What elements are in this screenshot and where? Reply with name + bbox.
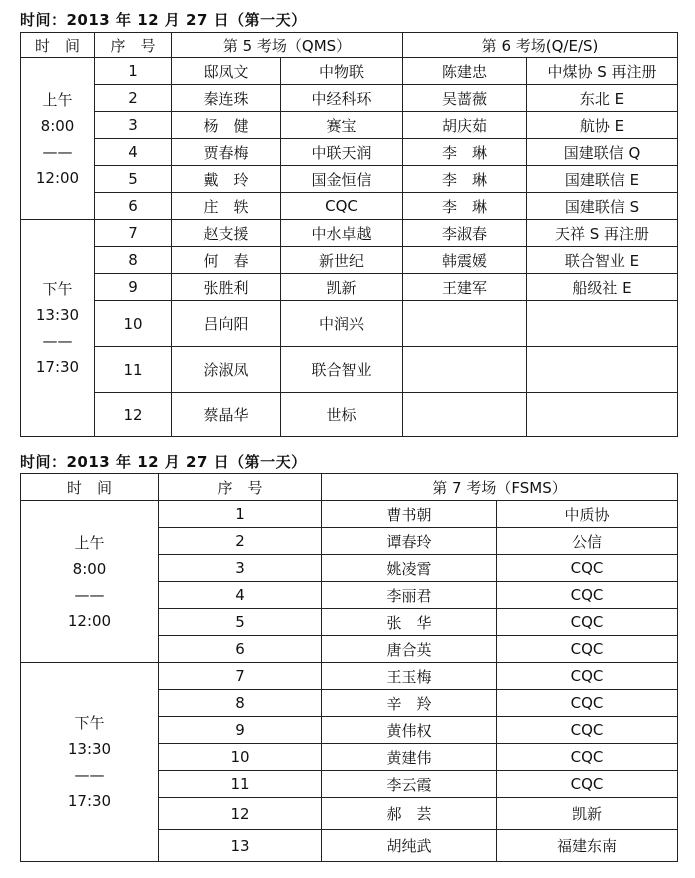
table-cell: 中煤协 S 再注册	[527, 58, 678, 85]
table-cell: CQC	[497, 690, 678, 717]
table-cell: 秦连珠	[172, 85, 281, 112]
exam-table-rooms-5-6	[20, 32, 678, 437]
time-slot-line: 13:30	[35, 306, 80, 324]
table-row	[21, 166, 678, 193]
table-cell: 赛宝	[281, 112, 403, 139]
time-slot-line: ——	[74, 766, 105, 784]
time-slot-line: 17:30	[67, 792, 112, 810]
table-cell: 贾春梅	[172, 139, 281, 166]
table-row	[21, 193, 678, 220]
table-cell: 4	[95, 139, 172, 166]
table-cell: 8	[159, 690, 322, 717]
header-room-5: 第 5 考场（QMS）	[172, 33, 403, 58]
table-cell: CQC	[497, 609, 678, 636]
header-room-7: 第 7 考场（FSMS）	[322, 474, 678, 501]
table-cell: 李淑春	[403, 220, 527, 247]
table-cell: 赵支援	[172, 220, 281, 247]
table-cell: 凯新	[281, 274, 403, 301]
table-cell	[527, 301, 678, 347]
morning-slot	[21, 58, 95, 220]
table-cell: 1	[95, 58, 172, 85]
afternoon-slot	[21, 220, 95, 437]
time-slot-line: 8:00	[72, 559, 107, 578]
table-cell: 东北 E	[527, 85, 678, 112]
table-cell: 涂淑凤	[172, 347, 281, 393]
table-row	[21, 393, 678, 437]
table-cell: 陈建忠	[403, 58, 527, 85]
table-cell: 唐合英	[322, 636, 497, 663]
table-row	[21, 501, 678, 528]
table-row	[21, 347, 678, 393]
table-cell: 辛 羚	[322, 690, 497, 717]
table-cell: 国建联信 S	[527, 193, 678, 220]
exam-table-room-7	[20, 473, 678, 862]
table-cell: 胡纯武	[322, 830, 497, 862]
table-row	[21, 663, 678, 690]
afternoon-slot	[21, 663, 159, 862]
table-cell: 国建联信 E	[527, 166, 678, 193]
table-cell: 10	[159, 744, 322, 771]
table-cell: 凯新	[497, 798, 678, 830]
table-cell: 11	[159, 771, 322, 798]
table-cell: 邸凤文	[172, 58, 281, 85]
table-cell: 蔡晶华	[172, 393, 281, 437]
table-row	[21, 85, 678, 112]
table-cell: 8	[95, 247, 172, 274]
table-cell: 吴蔷薇	[403, 85, 527, 112]
table-cell: 2	[159, 528, 322, 555]
schedule-title-1: 时间：2013 年 12 月 27 日（第一天）	[20, 11, 307, 29]
table-row	[21, 274, 678, 301]
header-seq: 序 号	[95, 33, 172, 58]
table-cell: 中质协	[497, 501, 678, 528]
time-slot-line: 上午	[42, 90, 73, 109]
table-cell: 韩震媛	[403, 247, 527, 274]
schedule-title-2: 时间：2013 年 12 月 27 日（第一天）	[20, 453, 307, 471]
table-cell: 天祥 S 再注册	[527, 220, 678, 247]
header-time: 时 间	[21, 474, 159, 501]
table-row	[21, 58, 678, 85]
table-cell: 李丽君	[322, 582, 497, 609]
table-cell: 王建军	[403, 274, 527, 301]
table-cell: 李 琳	[403, 139, 527, 166]
table-cell: 李 琳	[403, 193, 527, 220]
table-cell: 王玉梅	[322, 663, 497, 690]
table-cell: 联合智业 E	[527, 247, 678, 274]
table-cell: CQC	[497, 663, 678, 690]
table-cell: 3	[95, 112, 172, 139]
table-cell: 戴 玲	[172, 166, 281, 193]
table-cell: 中物联	[281, 58, 403, 85]
table-cell: CQC	[497, 771, 678, 798]
table-cell: 中经科环	[281, 85, 403, 112]
table-cell: 黄伟权	[322, 717, 497, 744]
table-cell: CQC	[497, 555, 678, 582]
table-cell: 何 春	[172, 247, 281, 274]
table-cell: 姚凌霄	[322, 555, 497, 582]
time-slot-line: ——	[74, 585, 105, 604]
table-cell: 谭春玲	[322, 528, 497, 555]
table-cell: 10	[95, 301, 172, 347]
header-seq: 序 号	[159, 474, 322, 501]
table-header-row	[21, 474, 678, 501]
table-cell: 张 华	[322, 609, 497, 636]
table-cell: 张胜利	[172, 274, 281, 301]
time-slot-line: 13:30	[67, 740, 112, 758]
table-cell: 联合智业	[281, 347, 403, 393]
table-cell	[527, 347, 678, 393]
time-slot-line: 12:00	[35, 168, 80, 187]
header-room-6: 第 6 考场(Q/E/S)	[403, 33, 678, 58]
table-header-row	[21, 33, 678, 58]
table-cell: 9	[159, 717, 322, 744]
table-cell: 中润兴	[281, 301, 403, 347]
time-slot-line: 8:00	[40, 116, 75, 135]
time-slot-line: 上午	[74, 533, 105, 552]
table-cell	[403, 393, 527, 437]
table-cell: 5	[95, 166, 172, 193]
table-cell: 6	[159, 636, 322, 663]
table-cell: 胡庆茹	[403, 112, 527, 139]
table-cell: 曹书朝	[322, 501, 497, 528]
table-cell: 黄建伟	[322, 744, 497, 771]
table-row	[21, 301, 678, 347]
table-cell: 庄 轶	[172, 193, 281, 220]
table-cell: 国建联信 Q	[527, 139, 678, 166]
time-slot-line: 17:30	[35, 358, 80, 376]
table-cell: 福建东南	[497, 830, 678, 862]
morning-slot	[21, 501, 159, 663]
table-row	[21, 220, 678, 247]
table-row	[21, 247, 678, 274]
time-slot-line: 12:00	[67, 611, 112, 630]
table-cell: CQC	[497, 717, 678, 744]
table-cell: 5	[159, 609, 322, 636]
table-cell: 9	[95, 274, 172, 301]
table-cell: 新世纪	[281, 247, 403, 274]
table-cell: 中联天润	[281, 139, 403, 166]
table-cell: 中水卓越	[281, 220, 403, 247]
table-cell	[403, 347, 527, 393]
time-slot-line: 下午	[74, 714, 105, 732]
table-row	[21, 139, 678, 166]
table-row	[21, 112, 678, 139]
table-cell	[527, 393, 678, 437]
table-cell: 12	[95, 393, 172, 437]
table-cell: 航协 E	[527, 112, 678, 139]
table-cell: 1	[159, 501, 322, 528]
time-slot-line: 下午	[42, 280, 73, 298]
table-cell: 12	[159, 798, 322, 830]
table-cell: 国金恒信	[281, 166, 403, 193]
table-cell: 11	[95, 347, 172, 393]
header-time: 时 间	[21, 33, 95, 58]
table-cell: 李 琳	[403, 166, 527, 193]
table-cell: 李云霞	[322, 771, 497, 798]
table-cell: CQC	[497, 582, 678, 609]
table-cell: 郝 芸	[322, 798, 497, 830]
table-cell: 杨 健	[172, 112, 281, 139]
table-cell: 船级社 E	[527, 274, 678, 301]
table-cell: 13	[159, 830, 322, 862]
table-cell: 世标	[281, 393, 403, 437]
table-cell: CQC	[497, 636, 678, 663]
table-cell: 6	[95, 193, 172, 220]
time-slot-line: ——	[42, 332, 73, 350]
table-cell: CQC	[497, 744, 678, 771]
table-cell: 2	[95, 85, 172, 112]
table-cell: 4	[159, 582, 322, 609]
table-cell	[403, 301, 527, 347]
table-cell: 公信	[497, 528, 678, 555]
table-cell: CQC	[281, 193, 403, 220]
table-cell: 7	[159, 663, 322, 690]
table-cell: 吕向阳	[172, 301, 281, 347]
table-cell: 7	[95, 220, 172, 247]
time-slot-line: ——	[42, 142, 73, 161]
table-cell: 3	[159, 555, 322, 582]
